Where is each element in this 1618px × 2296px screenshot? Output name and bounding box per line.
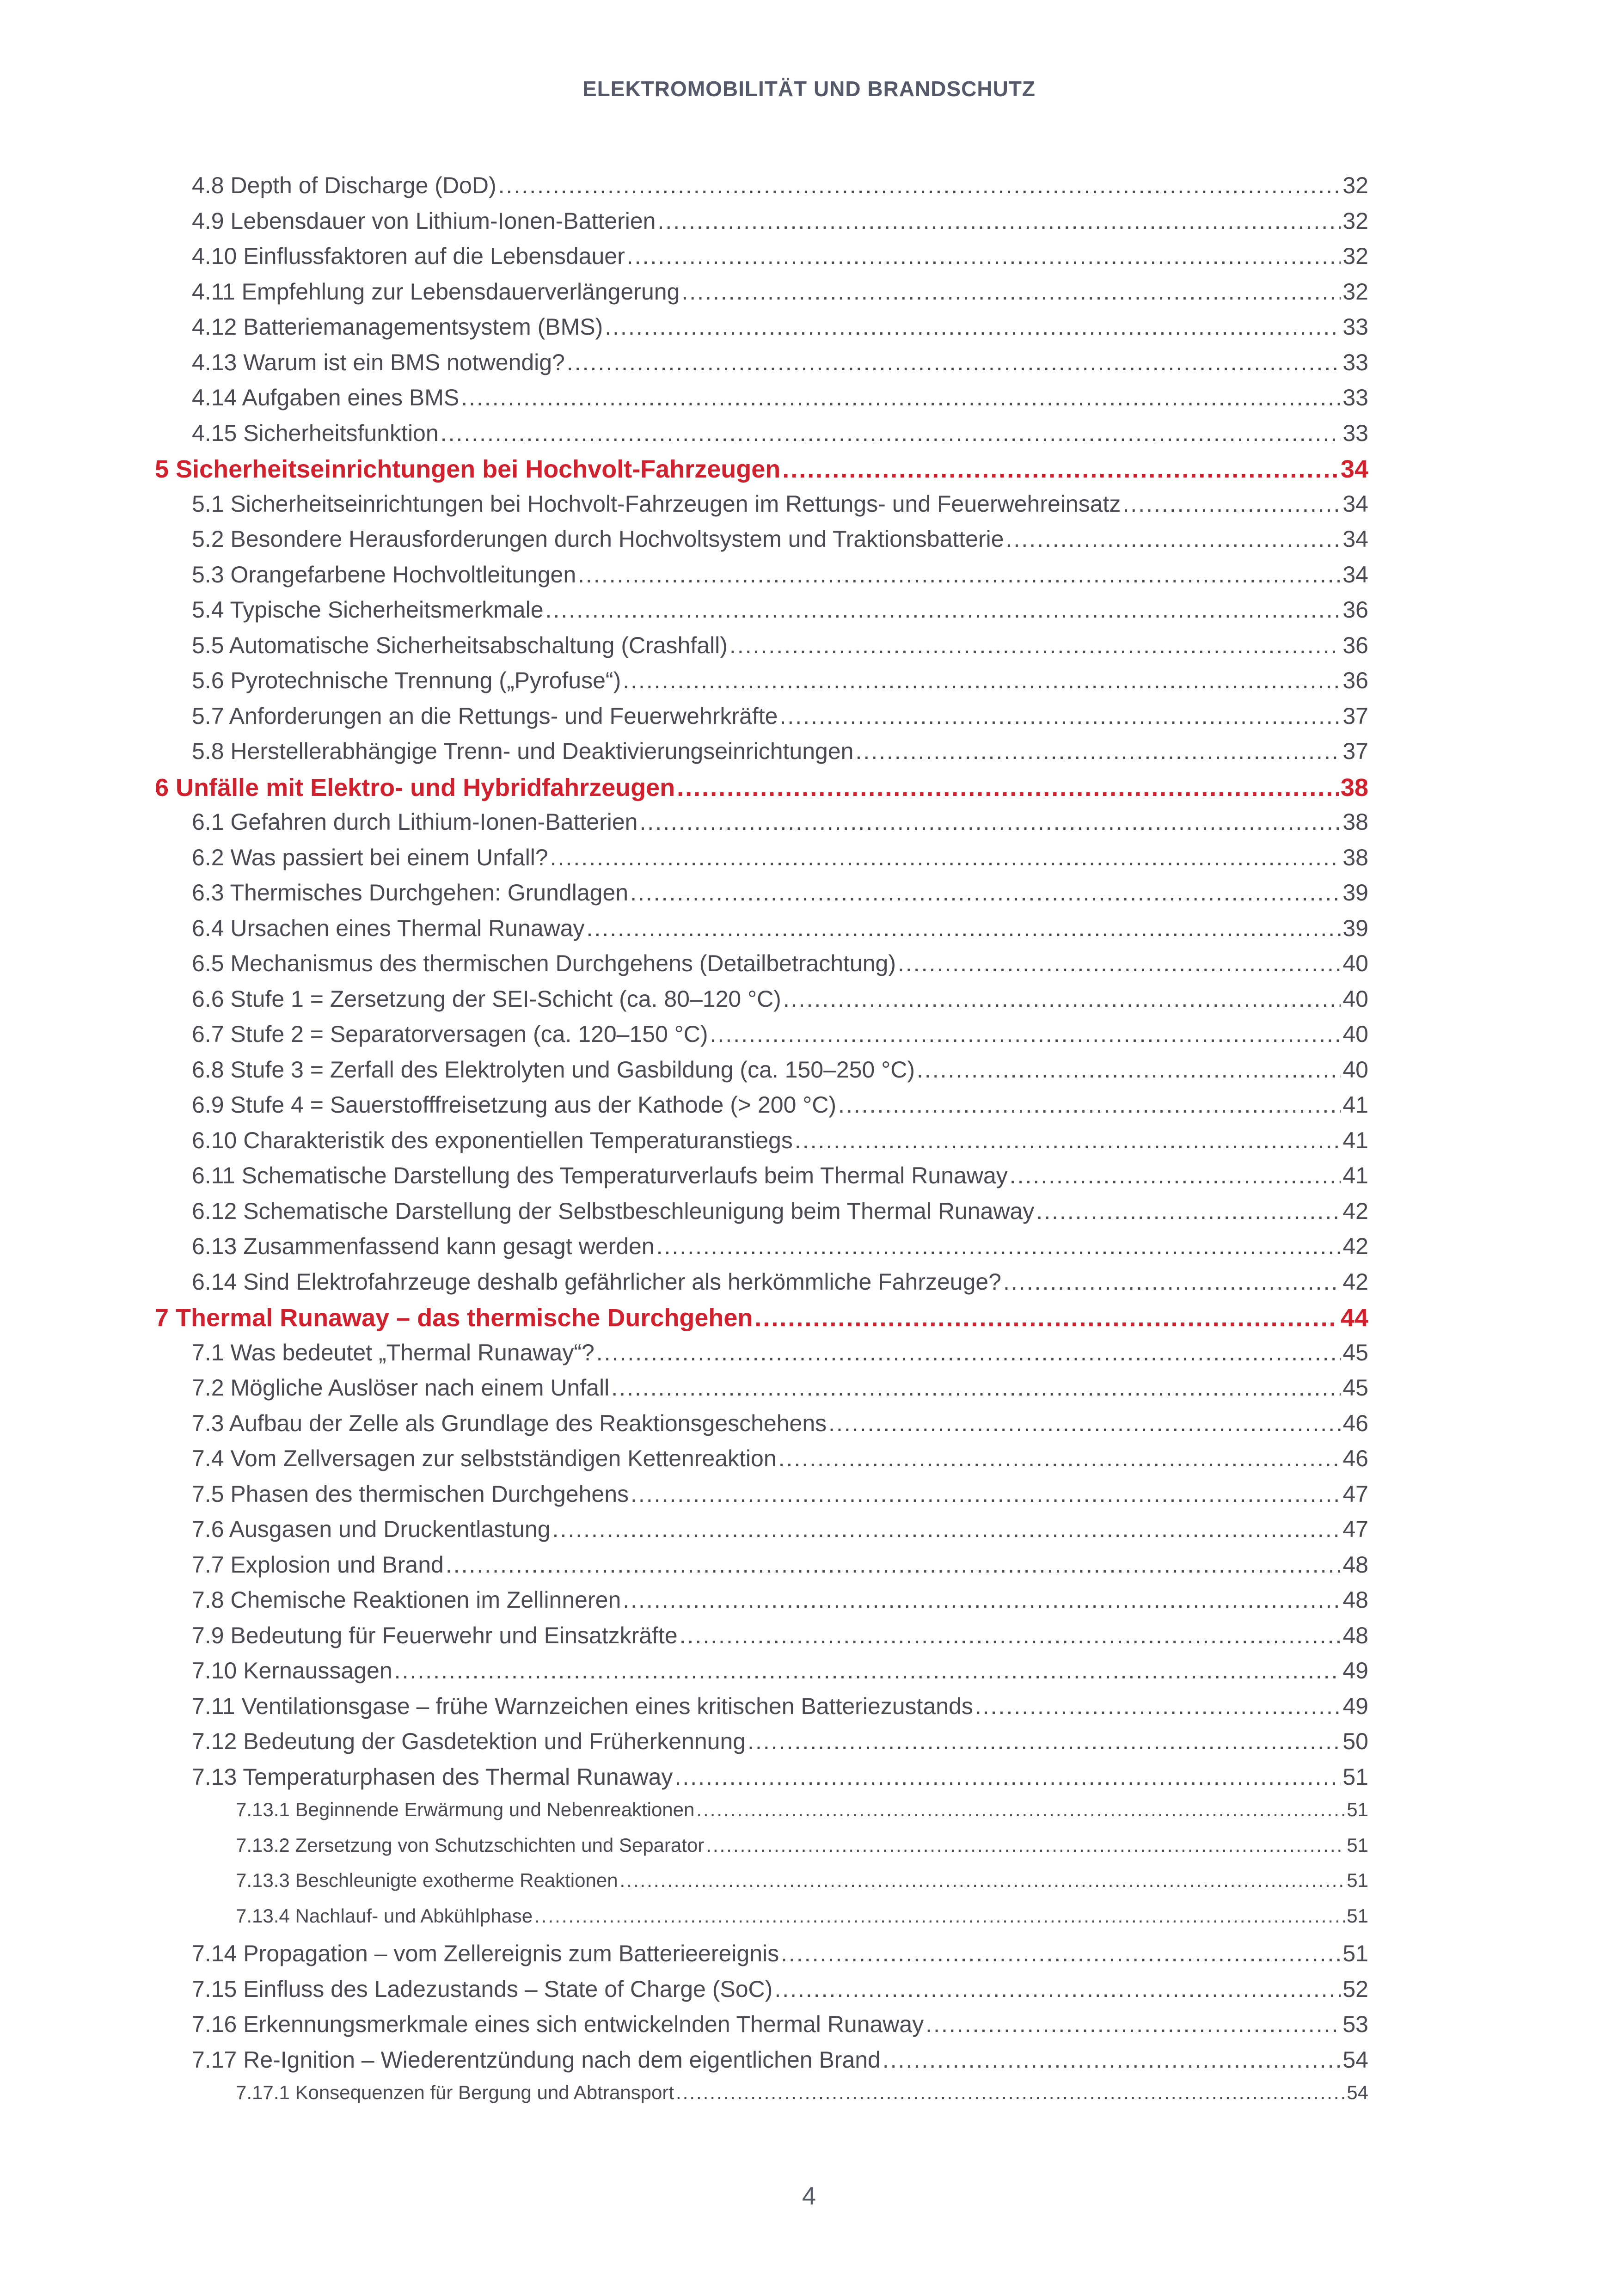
toc-entry-page: 44 [1340, 1304, 1368, 1332]
toc-entry-title: 5.4 Typische Sicherheitsmerkmale [192, 597, 544, 623]
toc-section-entry[interactable] [155, 384, 1368, 420]
toc-entry-page: 36 [1342, 667, 1368, 693]
toc-entry-page: 47 [1342, 1516, 1368, 1542]
toc-entry-title: 7.13.2 Zersetzung von Schutzschichten und Separator [236, 1834, 705, 1856]
toc-section-entry[interactable] [155, 1339, 1368, 1375]
toc-entry-title: 5.8 Herstellerabhängige Trenn- und Deaktivierungseinrichtungen [192, 738, 854, 764]
toc-entry-page: 41 [1342, 1092, 1368, 1118]
toc-entry-title: 7.5 Phasen des thermischen Durchgehens [192, 1481, 629, 1507]
toc-section-entry[interactable] [155, 1940, 1368, 1976]
toc-entry-page: 45 [1342, 1339, 1368, 1365]
toc-entry-title: 4.15 Sicherheitsfunktion [192, 420, 439, 446]
dot-leader [567, 349, 1341, 376]
toc-entry-title: 6.2 Was passiert bei einem Unfall? [192, 844, 548, 870]
dot-leader [596, 1339, 1341, 1366]
toc-entry-page: 51 [1347, 1834, 1368, 1856]
toc-entry-title: 5.1 Sicherheitseinrichtungen bei Hochvolt-Fahrzeugen im Rettungs- und Feuerwehreinsatz [192, 490, 1121, 517]
toc-section-entry[interactable] [155, 1586, 1368, 1622]
toc-section-entry[interactable] [155, 1268, 1368, 1304]
toc-entry-page: 53 [1342, 2011, 1368, 2037]
dot-leader [748, 1728, 1341, 1755]
toc-entry-page: 46 [1342, 1445, 1368, 1471]
toc-section-entry[interactable] [155, 632, 1368, 667]
toc-subsubsection-entry[interactable] [155, 1799, 1368, 1834]
toc-entry-title: 6.6 Stufe 1 = Zersetzung der SEI-Schicht (ca. 80–120 °C) [192, 986, 781, 1012]
dot-leader [461, 384, 1341, 411]
toc-entry-page: 42 [1342, 1268, 1368, 1295]
toc-entry-title: 4.13 Warum ist ein BMS notwendig? [192, 349, 565, 375]
toc-entry-title: 4.8 Depth of Discharge (DoD) [192, 172, 496, 198]
dot-leader [623, 1586, 1341, 1613]
toc-entry-page: 38 [1340, 773, 1368, 802]
toc-entry-title: 7.16 Erkennungsmerkmale eines sich entwickelnden Thermal Runaway [192, 2011, 924, 2037]
dot-leader [446, 1551, 1341, 1578]
toc-entry-page: 48 [1342, 1622, 1368, 1648]
toc-entry-page: 40 [1342, 1021, 1368, 1047]
toc-entry-page: 32 [1342, 243, 1368, 269]
toc-entry-page: 32 [1342, 208, 1368, 234]
toc-entry-title: 6.5 Mechanismus des thermischen Durchgehens (Detailbetrachtung) [192, 950, 896, 976]
toc-section-entry[interactable] [155, 950, 1368, 986]
toc-subsubsection-entry[interactable] [155, 1869, 1368, 1905]
toc-entry-page: 51 [1347, 1869, 1368, 1891]
dot-leader [550, 844, 1341, 871]
dot-leader [696, 1799, 1345, 1821]
toc-entry-title: 7.7 Explosion und Brand [192, 1551, 444, 1578]
dot-leader [883, 2046, 1341, 2073]
toc-section-entry[interactable] [155, 1127, 1368, 1163]
dot-leader [729, 632, 1341, 659]
toc-section-entry[interactable] [155, 172, 1368, 208]
toc-entry-page: 33 [1342, 385, 1368, 410]
toc-entry-title: 6.12 Schematische Darstellung der Selbstbeschleunigung beim Thermal Runaway [192, 1198, 1035, 1224]
toc-section-entry[interactable] [155, 738, 1368, 773]
dot-leader [778, 1445, 1341, 1472]
toc-entry-page: 37 [1342, 738, 1368, 764]
toc-entry-page: 41 [1342, 1127, 1368, 1153]
toc-entry-page: 54 [1347, 2082, 1368, 2103]
toc-entry-title: 6.13 Zusammenfassend kann gesagt werden [192, 1233, 655, 1259]
toc-entry-page: 34 [1340, 455, 1368, 483]
toc-section-entry[interactable] [155, 561, 1368, 597]
dot-leader [587, 915, 1341, 942]
toc-section-entry[interactable] [155, 2046, 1368, 2082]
toc-entry-title: 6.4 Ursachen eines Thermal Runaway [192, 915, 585, 941]
toc-entry-page: 37 [1342, 703, 1368, 729]
dot-leader [975, 1693, 1341, 1720]
toc-entry-page: 49 [1342, 1693, 1368, 1719]
dot-leader [1010, 1162, 1341, 1189]
toc-entry-page: 39 [1342, 880, 1368, 906]
toc-entry-title: 7.13.4 Nachlauf- und Abkühlphase [236, 1904, 533, 1927]
dot-leader [838, 1091, 1341, 1118]
dot-leader [630, 879, 1341, 906]
toc-section-entry[interactable] [155, 1233, 1368, 1268]
dot-leader [681, 278, 1341, 305]
dot-leader [754, 1304, 1339, 1332]
table-of-contents [155, 172, 1368, 2117]
toc-section-entry[interactable] [155, 1410, 1368, 1445]
toc-entry-title: 5.7 Anforderungen an die Rettungs- und Feuerwehrkräfte [192, 703, 778, 729]
dot-leader [783, 986, 1341, 1012]
toc-entry-page: 40 [1342, 950, 1368, 976]
toc-entry-title: 6.9 Stufe 4 = Sauerstofffreisetzung aus der Kathode (> 200 °C) [192, 1092, 837, 1118]
toc-section-entry[interactable] [155, 844, 1368, 880]
toc-entry-page: 42 [1342, 1198, 1368, 1224]
toc-section-entry[interactable] [155, 349, 1368, 385]
toc-section-entry[interactable] [155, 278, 1368, 314]
toc-entry-title: 7.13 Temperaturphasen des Thermal Runaway [192, 1763, 673, 1790]
dot-leader [552, 1516, 1341, 1543]
toc-section-entry[interactable] [155, 1445, 1368, 1481]
toc-entry-title: 5 Sicherheitseinrichtungen bei Hochvolt-Fahrzeugen [155, 455, 781, 483]
dot-leader [782, 455, 1339, 484]
toc-entry-page: 38 [1342, 844, 1368, 870]
toc-section-entry[interactable] [155, 1763, 1368, 1799]
toc-entry-title: 7.3 Aufbau der Zelle als Grundlage des Reaktionsgeschehens [192, 1410, 827, 1436]
dot-leader [1122, 490, 1341, 517]
toc-entry-page: 34 [1342, 490, 1368, 517]
toc-section-entry[interactable] [155, 915, 1368, 950]
toc-entry-title: 4.14 Aufgaben eines BMS [192, 385, 460, 410]
toc-entry-title: 7.15 Einfluss des Ladezustands – State of Charge (SoC) [192, 1976, 773, 2002]
toc-entry-title: 6.14 Sind Elektrofahrzeuge deshalb gefährlicher als herkömmliche Fahrzeuge? [192, 1268, 1002, 1295]
toc-section-entry[interactable] [155, 879, 1368, 915]
toc-section-entry[interactable] [155, 313, 1368, 349]
dot-leader [498, 172, 1341, 199]
toc-entry-title: 7.14 Propagation – vom Zellereignis zum Batterieereignis [192, 1941, 779, 1966]
toc-section-entry[interactable] [155, 1622, 1368, 1658]
dot-leader [795, 1127, 1341, 1154]
toc-chapter-entry[interactable] [155, 773, 1368, 809]
toc-entry-page: 38 [1342, 809, 1368, 835]
dot-leader [620, 1869, 1345, 1892]
toc-entry-title: 7.9 Bedeutung für Feuerwehr und Einsatzkräfte [192, 1622, 678, 1648]
toc-section-entry[interactable] [155, 1976, 1368, 2011]
toc-entry-title: 4.11 Empfehlung zur Lebensdauerverlängerung [192, 278, 680, 305]
toc-section-entry[interactable] [155, 526, 1368, 561]
dot-leader [706, 1834, 1345, 1856]
toc-section-entry[interactable] [155, 1481, 1368, 1516]
toc-section-entry[interactable] [155, 986, 1368, 1021]
toc-entry-page: 51 [1342, 1763, 1368, 1790]
page-number: 4 [802, 2182, 816, 2210]
toc-entry-title: 4.10 Einflussfaktoren auf die Lebensdauer [192, 243, 625, 269]
toc-entry-page: 36 [1342, 632, 1368, 658]
dot-leader [611, 1374, 1341, 1401]
toc-section-entry[interactable] [155, 1728, 1368, 1763]
toc-entry-title: 6.7 Stufe 2 = Separatorversagen (ca. 120–150 °C) [192, 1021, 708, 1047]
dot-leader [441, 420, 1341, 447]
dot-leader [631, 1481, 1341, 1507]
toc-entry-title: 7.11 Ventilationsgase – frühe Warnzeichen eines kritischen Batteriezustands [192, 1693, 973, 1719]
dot-leader [394, 1657, 1341, 1684]
toc-entry-title: 7.13.1 Beginnende Erwärmung und Nebenreaktionen [236, 1799, 695, 1820]
toc-entry-title: 7.4 Vom Zellversagen zur selbstständigen Kettenreaktion [192, 1445, 777, 1471]
toc-entry-page: 34 [1342, 526, 1368, 552]
dot-leader [1006, 526, 1341, 552]
dot-leader [534, 1905, 1345, 1927]
toc-entry-page: 33 [1342, 349, 1368, 375]
toc-subsubsection-entry[interactable] [155, 1834, 1368, 1870]
toc-entry-page: 36 [1342, 597, 1368, 623]
toc-section-entry[interactable] [155, 667, 1368, 703]
toc-entry-page: 40 [1342, 1056, 1368, 1083]
toc-entry-page: 48 [1342, 1551, 1368, 1578]
toc-entry-page: 50 [1342, 1728, 1368, 1754]
toc-entry-page: 51 [1347, 1799, 1368, 1820]
dot-leader [855, 738, 1341, 765]
toc-entry-page: 52 [1342, 1976, 1368, 2002]
toc-entry-title: 6.11 Schematische Darstellung des Temperaturverlaufs beim Thermal Runaway [192, 1163, 1008, 1188]
dot-leader [545, 596, 1341, 623]
dot-leader [674, 1763, 1341, 1790]
toc-entry-title: 6.8 Stufe 3 = Zerfall des Elektrolyten und Gasbildung (ca. 150–250 °C) [192, 1056, 915, 1083]
toc-subsubsection-entry[interactable] [155, 1905, 1368, 1941]
toc-entry-page: 34 [1342, 561, 1368, 588]
toc-entry-page: 54 [1342, 2046, 1368, 2073]
toc-section-entry[interactable] [155, 1516, 1368, 1551]
toc-entry-page: 47 [1342, 1481, 1368, 1507]
dot-leader [925, 2011, 1341, 2038]
dot-leader [1036, 1198, 1341, 1225]
toc-entry-title: 7 Thermal Runaway – das thermische Durchgehen [155, 1304, 753, 1332]
dot-leader [779, 703, 1341, 729]
toc-entry-title: 4.9 Lebensdauer von Lithium-Ionen-Batterien [192, 208, 656, 234]
toc-entry-title: 6 Unfälle mit Elektro- und Hybridfahrzeugen [155, 773, 675, 802]
dot-leader [677, 773, 1339, 802]
dot-leader [657, 208, 1341, 234]
toc-entry-title: 5.2 Besondere Herausforderungen durch Hochvoltsystem und Traktionsbatterie [192, 526, 1004, 552]
toc-entry-page: 33 [1342, 314, 1368, 340]
toc-section-entry[interactable] [155, 1657, 1368, 1693]
toc-section-entry[interactable] [155, 208, 1368, 243]
toc-entry-page: 46 [1342, 1410, 1368, 1436]
dot-leader [605, 313, 1341, 340]
toc-section-entry[interactable] [155, 1551, 1368, 1587]
toc-entry-page: 33 [1342, 420, 1368, 446]
dot-leader [656, 1233, 1341, 1260]
toc-section-entry[interactable] [155, 596, 1368, 632]
toc-entry-title: 7.17.1 Konsequenzen für Bergung und Abtransport [236, 2082, 674, 2103]
dot-leader [917, 1056, 1341, 1083]
toc-entry-page: 42 [1342, 1233, 1368, 1259]
toc-entry-title: 6.3 Thermisches Durchgehen: Grundlagen [192, 880, 629, 906]
toc-chapter-entry[interactable] [155, 1304, 1368, 1339]
toc-section-entry[interactable] [155, 1091, 1368, 1127]
dot-leader [1003, 1268, 1341, 1295]
toc-entry-page: 51 [1347, 1904, 1368, 1927]
toc-entry-title: 7.8 Chemische Reaktionen im Zellinneren [192, 1587, 621, 1613]
toc-section-entry[interactable] [155, 808, 1368, 844]
dot-leader [774, 1976, 1341, 2002]
dot-leader [781, 1940, 1341, 1967]
dot-leader [898, 950, 1341, 977]
toc-entry-title: 5.6 Pyrotechnische Trennung („Pyrofuse“) [192, 667, 621, 693]
toc-section-entry[interactable] [155, 2011, 1368, 2046]
toc-entry-title: 7.6 Ausgasen und Druckentlastung [192, 1516, 551, 1542]
toc-entry-title: 7.13.3 Beschleunigte exotherme Reaktionen [236, 1869, 618, 1891]
toc-section-entry[interactable] [155, 1198, 1368, 1233]
toc-entry-title: 7.1 Was bedeutet „Thermal Runaway“? [192, 1339, 594, 1365]
toc-entry-page: 32 [1342, 278, 1368, 305]
toc-entry-page: 32 [1342, 172, 1368, 198]
dot-leader [680, 1622, 1341, 1649]
toc-entry-title: 6.10 Charakteristik des exponentiellen Temperaturanstiegs [192, 1127, 793, 1153]
toc-entry-title: 5.5 Automatische Sicherheitsabschaltung (Crashfall) [192, 632, 728, 658]
toc-entry-page: 41 [1342, 1163, 1368, 1188]
toc-entry-page: 48 [1342, 1587, 1368, 1613]
toc-entry-title: 7.2 Mögliche Auslöser nach einem Unfall [192, 1375, 610, 1401]
toc-entry-page: 39 [1342, 915, 1368, 941]
toc-entry-page: 49 [1342, 1658, 1368, 1684]
toc-section-entry[interactable] [155, 1162, 1368, 1198]
dot-leader [710, 1021, 1341, 1047]
toc-subsubsection-entry[interactable] [155, 2082, 1368, 2117]
toc-section-entry[interactable] [155, 1693, 1368, 1728]
dot-leader [578, 561, 1341, 588]
toc-entry-page: 45 [1342, 1375, 1368, 1401]
toc-entry-page: 51 [1342, 1941, 1368, 1966]
toc-entry-title: 4.12 Batteriemanagementsystem (BMS) [192, 314, 603, 340]
toc-chapter-entry[interactable] [155, 455, 1368, 490]
toc-section-entry[interactable] [155, 420, 1368, 455]
dot-leader [623, 667, 1341, 694]
toc-entry-page: 40 [1342, 986, 1368, 1012]
dot-leader [639, 808, 1341, 835]
toc-entry-title: 7.12 Bedeutung der Gasdetektion und Früherkennung [192, 1728, 746, 1754]
toc-entry-title: 7.10 Kernaussagen [192, 1658, 392, 1684]
dot-leader [828, 1410, 1341, 1437]
toc-entry-title: 5.3 Orangefarbene Hochvoltleitungen [192, 561, 576, 588]
dot-leader [627, 243, 1341, 269]
toc-section-entry[interactable] [155, 1374, 1368, 1410]
toc-section-entry[interactable] [155, 703, 1368, 738]
toc-section-entry[interactable] [155, 243, 1368, 278]
toc-section-entry[interactable] [155, 1056, 1368, 1092]
toc-entry-title: 6.1 Gefahren durch Lithium-Ionen-Batterien [192, 809, 638, 835]
toc-entry-title: 7.17 Re-Ignition – Wiederentzündung nach dem eigentlichen Brand [192, 2046, 881, 2073]
toc-section-entry[interactable] [155, 1021, 1368, 1056]
toc-section-entry[interactable] [155, 490, 1368, 526]
running-header: ELEKTROMOBILITÄT UND BRANDSCHUTZ [582, 77, 1036, 101]
dot-leader [676, 2082, 1345, 2104]
